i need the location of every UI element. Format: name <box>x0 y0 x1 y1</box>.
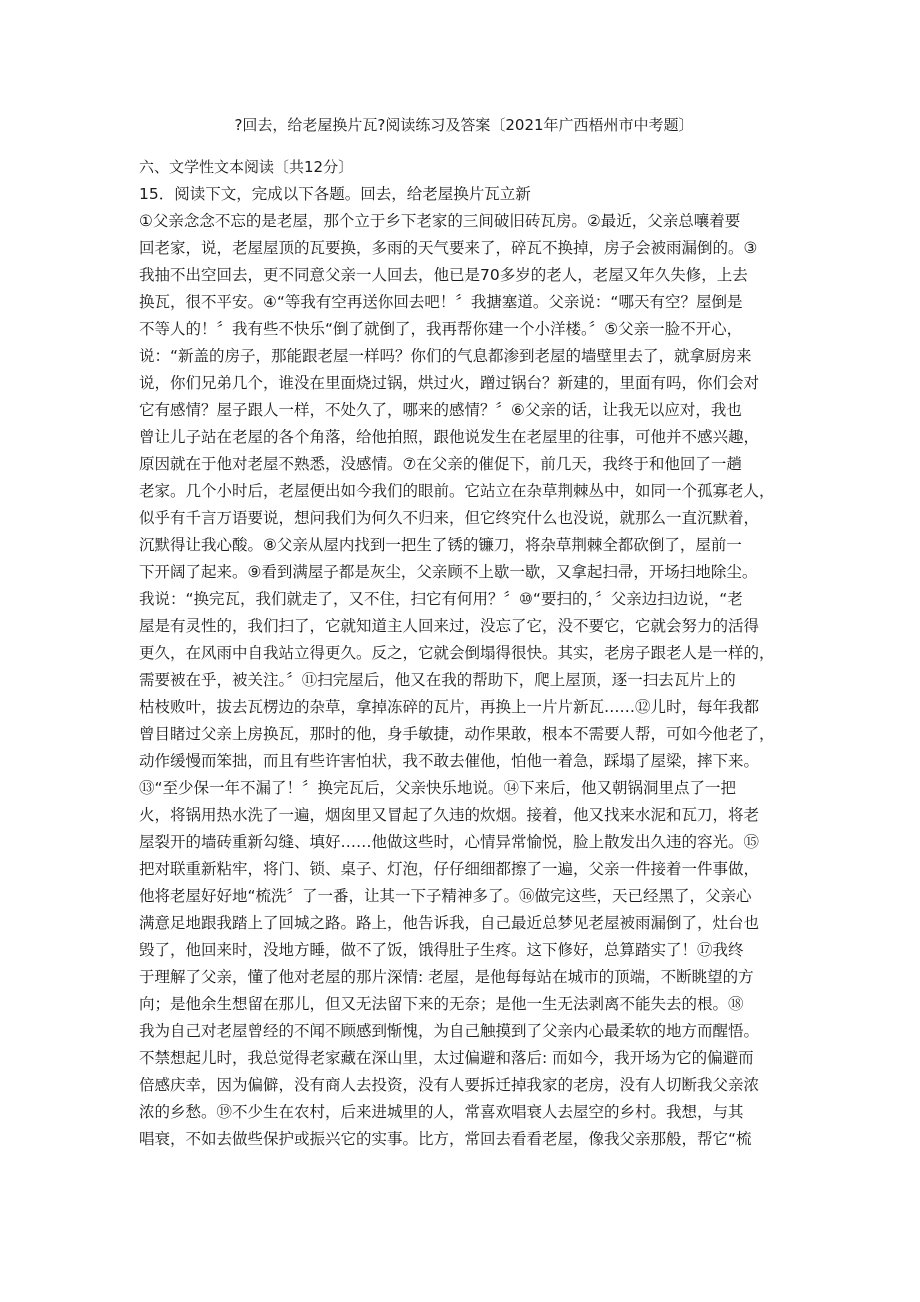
passage-line: 说，你们兄弟几个，谁没在里面烧过锅，烘过火，蹭过锅台？新建的，里面有吗，你们会对 <box>139 374 760 392</box>
passage-line: 倍感庆幸，因为偏僻，没有商人去投资，没有人要拆迁掉我家的老房，没有人切断我父亲浓 <box>139 1076 760 1094</box>
passage-line: 浓的乡愁。⑲不少生在农村，后来进城里的人，常喜欢唱衰人去屋空的乡村。我想，与其 <box>139 1103 744 1121</box>
passage-body <box>139 208 789 1153</box>
passage-line: 原因就在于他对老屋不熟悉，没感情。⑦在父亲的催促下，前几天，我终于和他回了一趟 <box>139 455 742 473</box>
passage-line: 曾目睹过父亲上房换瓦，那时的他，身手敏捷，动作果敢，根本不需要人帮，可如今他老了， <box>139 725 775 743</box>
passage-line: 我抽不出空回去，更不同意父亲一人回去，他已是70多岁的老人，老屋又年久失修，上去 <box>139 266 748 284</box>
document-title: ?回去，给老屋换片瓦?阅读练习及答案〔2021年广西梧州市中考题〕 <box>234 116 694 134</box>
passage-line: 动作缓慢而笨拙，而且有些许害怕状，我不敢去催他，怕他一着急，踩塌了屋梁，摔下来。 <box>139 752 760 770</box>
passage-line: 毁了，他回来时，没地方睡，做不了饭，饿得肚子生疼。这下修好，总算踏实了！⑰我终 <box>139 941 744 959</box>
question-prompt: 15．阅读下文，完成以下各题。回去，给老屋换片瓦立新 <box>139 185 531 203</box>
passage-line: 火，将锅用热水洗了一遍，烟囱里又冒起了久违的炊烟。接着，他又找来水泥和瓦刀，将老 <box>139 806 760 824</box>
passage-line: 回老家，说，老屋屋顶的瓦要换，多雨的天气要来了，碎瓦不换掉，房子会被雨漏倒的。③ <box>139 239 758 257</box>
passage-line: 沉默得让我心酸。⑧父亲从屋内找到一把生了锈的镰刀，将杂草荆棘全都砍倒了，屋前一 <box>139 536 742 554</box>
passage-line: 老家。几个小时后，老屋便出如今我们的眼前。它站立在杂草荆棘丛中，如同一个孤寡老人， <box>139 482 775 500</box>
passage-line: 我说：“换完瓦，我们就走了，又不住，扫它有何用？〞⑩“要扫的，〞父亲边扫边说，“老 <box>139 590 743 608</box>
passage-line: 似乎有千言万语要说，想问我们为何久不归来，但它终究什么也没说，就那么一直沉默着， <box>139 509 760 527</box>
passage-line: 下开阔了起来。⑨看到满屋子都是灰尘，父亲顾不上歇一歇，又拿起扫帚，开场扫地除尘。 <box>139 563 758 581</box>
passage-line: 枯枝败叶，拔去瓦楞边的杂草，拿掉冻碎的瓦片，再换上一片片新瓦……⑫儿时，每年我都 <box>139 698 760 716</box>
passage-line: 更久，在风雨中自我站立得更久。反之，它就会倒塌得很快。其实，老房子跟老人是一样的， <box>139 644 775 662</box>
passage-line: 向；是他余生想留在那儿，但又无法留下来的无奈；是他一生无法剥离不能失去的根。⑱ <box>139 995 744 1013</box>
passage-line: 我为自己对老屋曾经的不闻不顾感到惭愧，为自己触摸到了父亲内心最柔软的地方而醒悟。 <box>139 1022 760 1040</box>
passage-line: ⑬“至少保一年不漏了！〞换完瓦后，父亲快乐地说。⑭下来后，他又朝锅洞里点了一把 <box>139 779 737 797</box>
passage-line: 曾让儿子站在老屋的各个角落，给他拍照，跟他说发生在老屋里的往事，可他并不感兴趣， <box>139 428 760 446</box>
section-heading: 六、文学性文本阅读〔共12分〕 <box>139 158 354 176</box>
passage-line: 需要被在乎，被关注。〞⑪扫完屋后，他又在我的帮助下，爬上屋顶，逐一扫去瓦片上的 <box>139 671 736 689</box>
passage-line: ①父亲念念不忘的是老屋，那个立于乡下老家的三间破旧砖瓦房。②最近，父亲总嚷着要 <box>139 212 741 230</box>
passage-line: 它有感情？屋子跟人一样，不处久了，哪来的感情？〞⑥父亲的话，让我无以应对，我也 <box>139 401 742 419</box>
passage-line: 屋是有灵性的，我们扫了，它就知道主人回来过，没忘了它，没不要它，它就会努力的活得 <box>139 617 760 635</box>
passage-line: 说：“新盖的房子，那能跟老屋一样吗？你们的气息都渗到老屋的墙壁里去了，就拿厨房来 <box>139 347 752 365</box>
passage-line: 不等人的！〞我有些不快乐“倒了就倒了，我再帮你建一个小洋楼。〞⑤父亲一脸不开心， <box>139 320 743 338</box>
passage-line: 把对联重新粘牢，将门、锁、桌子、灯泡，仔仔细细都擦了一遍，父亲一件接着一件事做， <box>139 860 760 878</box>
document-page <box>139 112 789 1153</box>
passage-line: 唱衰，不如去做些保护或振兴它的实事。比方，常回去看看老屋，像我父亲那般，帮它“梳 <box>139 1130 752 1148</box>
passage-line: 换瓦，很不平安。④“等我有空再送你回去吧！〞我搪塞道。父亲说：“哪天有空？屋倒是 <box>139 293 743 311</box>
passage-line: 他将老屋好好地“梳洗〞了一番，让其一下子精神多了。⑯做完这些，天已经黑了，父亲心 <box>139 887 752 905</box>
passage-line: 不禁想起儿时，我总觉得老家藏在深山里，太过偏避和落后: 而如今，我开场为它的偏避而 <box>139 1049 754 1067</box>
passage-line: 于理解了父亲，懂了他对老屋的那片深情: 老屋，是他每每站在城市的顶端，不断眺望的方 <box>139 968 754 986</box>
passage-line: 满意足地跟我踏上了回城之路。路上，他告诉我，自己最近总梦见老屋被雨漏倒了，灶台也 <box>139 914 760 932</box>
passage-line: 屋裂开的墙砖重新勾缝、填好……他做这些时，心情异常愉悦，脸上散发出久违的容光。⑮ <box>139 833 760 851</box>
